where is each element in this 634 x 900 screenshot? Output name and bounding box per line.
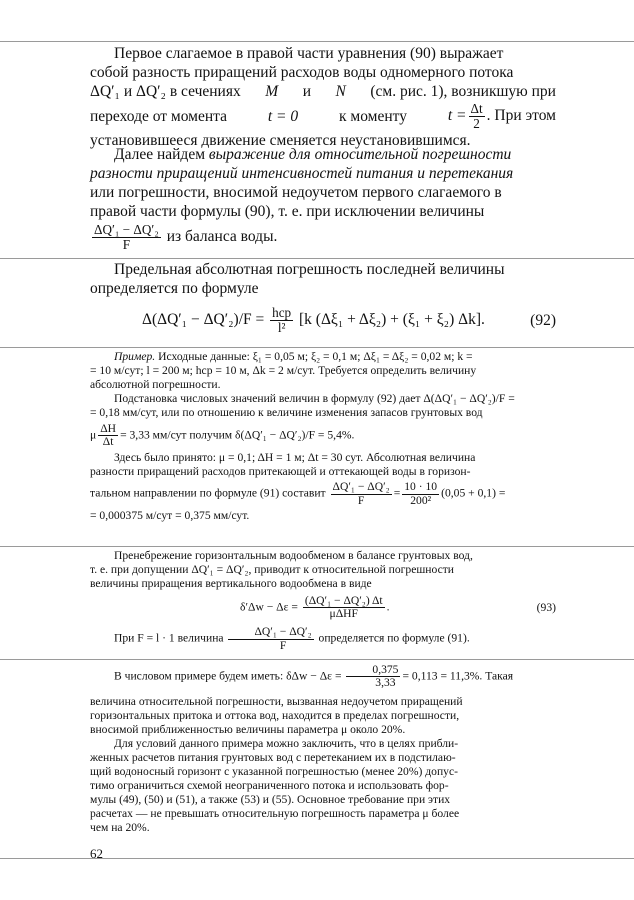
text-line: величины приращения вертикального водообмена в виде	[90, 577, 372, 590]
text-line: тальном направлении по формуле (91) составит $\frac{\text{ΔQ′₁ − ΔQ′₂}}{F}$ = $\frac{10 \cdot 10}{\text{200²}}$ (0,05 + 0,1) =	[90, 480, 506, 507]
text-line: правой части формулы (90), т. е. при исключении величины	[90, 203, 485, 220]
text-line: тимо ограничиться схемой неограниченного потока и использовать фор-	[90, 779, 449, 793]
paragraph-definition	[90, 145, 556, 252]
text-line: вносимой приближенностью величины параметра μ около 20%.	[90, 723, 406, 737]
text-line: чем на 20%.	[90, 821, 150, 835]
fraction: $\frac{\text{ΔQ′₁ − ΔQ′₂}}{F}$	[94, 222, 159, 252]
example-block	[90, 350, 556, 523]
text-line: В числовом примере будем иметь: δΔw − Δε = $\frac{0,375}{3,33}$ = 0,113 = 11,3%. Такая	[114, 663, 514, 690]
divider-line	[0, 659, 634, 660]
equation-92: Δ(ΔQ′₁ − ΔQ′₂)/F = $\frac{\text{hcp}}{\text{l²}}$ [k (Δξ₁ + Δξ₂) + (ξ₁ + ξ₂) Δk]. (92)	[142, 305, 556, 335]
paragraph-formula-92	[90, 260, 556, 335]
text-line: или погрешности, вносимой недоучетом первого слагаемого в	[90, 184, 502, 201]
equation-number: (93)	[536, 600, 556, 614]
fraction: $\frac{\Delta H}{\Delta t}$	[100, 422, 117, 449]
fraction: $\frac{\text{ΔQ′₁ − ΔQ′₂}}{F}$	[332, 480, 390, 507]
text-line: При F = l · 1 величина $\frac{\text{ΔQ′₁ − ΔQ′₂}}{F}$ определяется по формуле (91).	[114, 625, 470, 652]
paragraph-formula-93	[90, 549, 556, 652]
text-line: абсолютной погрешности.	[90, 378, 221, 391]
text-line: $\frac{\text{ΔQ′₁ − ΔQ′₂}}{F}$ из баланса воды.	[94, 222, 278, 252]
text-line: щий водоносный горизонт с указанной погрешностью (менее 20%) допус-	[90, 765, 458, 779]
fraction: $\frac{10 \cdot 10}{\text{200²}}$	[404, 480, 438, 507]
text-line: установившееся движение сменяется неустановившимся.	[90, 132, 471, 149]
text-line: = 0,18 мм/сут, или по отношению к величине изменения запасов грунтовых вод	[90, 406, 483, 419]
text-line: μ $\frac{\Delta H}{\Delta t}$ = 3,33 мм/сут получим δ(ΔQ′₁ − ΔQ′₂)/F = 5,4%.	[90, 422, 355, 449]
divider-line	[0, 546, 634, 547]
text-line: Здесь было принято: μ = 0,1; ΔH = 1 м; Δt = 30 сут. Абсолютная величина	[114, 451, 476, 465]
text-line: переходе от момента t = 0 к моменту t = $\frac{\Delta t}{2}$ . При этом	[90, 100, 556, 131]
text-line: Подстановка числовых значений величин в формулу (92) дает Δ(ΔQ′₁ − ΔQ′₂)/F =	[114, 392, 515, 405]
text-line: = 0,000375 м/сут = 0,375 мм/сут.	[90, 508, 250, 522]
text-line: женных расчетов питания грунтовых вод с перетеканием их в подстилаю-	[90, 751, 456, 765]
paragraph-conclusion	[90, 664, 556, 835]
text-line: Для условий данного примера можно заключить, что в целях прибли-	[114, 737, 459, 751]
text-line: горизонтальных притока и оттока вод, находится в пределах погрешности,	[90, 709, 460, 723]
text-line: разности приращений интенсивностей питания и перетекания	[90, 165, 514, 182]
text-line: Пример. Исходные данные: ξ₁ = 0,05 м; ξ₂ = 0,1 м; Δξ₁ = Δξ₂ = 0,02 м; k =	[114, 350, 473, 363]
paragraph-intro	[90, 44, 556, 150]
text-line: разности приращений расходов притекающей и оттекающей воды в горизон-	[90, 465, 471, 479]
text-line: мулы (49), (50) и (51), а также (53) и (55). Основное требование при этих	[90, 793, 451, 807]
equation-93: δ′Δw − Δε = $\frac{\text{(ΔQ′₁ − ΔQ′₂) Δt}}{\text{μΔHF}}$ . (93)	[240, 594, 556, 621]
fraction: $\frac{\text{ΔQ′₁ − ΔQ′₂}}{F}$	[228, 626, 313, 651]
text-line: Пренебрежение горизонтальным водообменом в балансе грунтовых вод,	[114, 549, 473, 562]
page-number: 62	[90, 846, 103, 861]
fraction: $\frac{\text{(ΔQ′₁ − ΔQ′₂) Δt}}{\text{μΔHF}}$	[304, 594, 383, 621]
text-line: Предельная абсолютная погрешность последней величины	[114, 261, 505, 278]
divider-line	[0, 347, 634, 348]
text-line: = 10 м/сут; l = 200 м; hcp = 10 м, Δk = 2 м/сут. Требуется определить величину	[90, 364, 477, 377]
fraction: $\frac{\text{hcp}}{\text{l²}}$	[272, 305, 292, 335]
text-line: определяется по формуле	[90, 280, 259, 297]
text-line: расчетах — не превышать относительную погрешность параметра μ более	[90, 807, 460, 821]
text-line: величина относительной погрешности, вызванная недоучетом приращений	[90, 695, 463, 709]
text-line: т. е. при допущении ΔQ′₁ = ΔQ′₂, приводит к относительной погрешности	[90, 563, 455, 576]
fraction: $\frac{\Delta t}{2}$	[470, 100, 483, 131]
text-line: собой разность приращений расходов воды одномерного потока	[90, 64, 514, 81]
divider-line	[0, 41, 634, 42]
equation-number: (92)	[530, 311, 556, 329]
text-line: Далее найдем выражение для относительной погрешности	[114, 146, 512, 163]
divider-line	[0, 258, 634, 259]
text-line: Первое слагаемое в правой части уравнения (90) выражает	[114, 45, 504, 62]
fraction: $\frac{0,375}{3,33}$	[346, 664, 400, 689]
text-line: ΔQ′₁ и ΔQ′₂ в сечениях M и N (см. рис. 1), возникшую при	[90, 83, 556, 100]
